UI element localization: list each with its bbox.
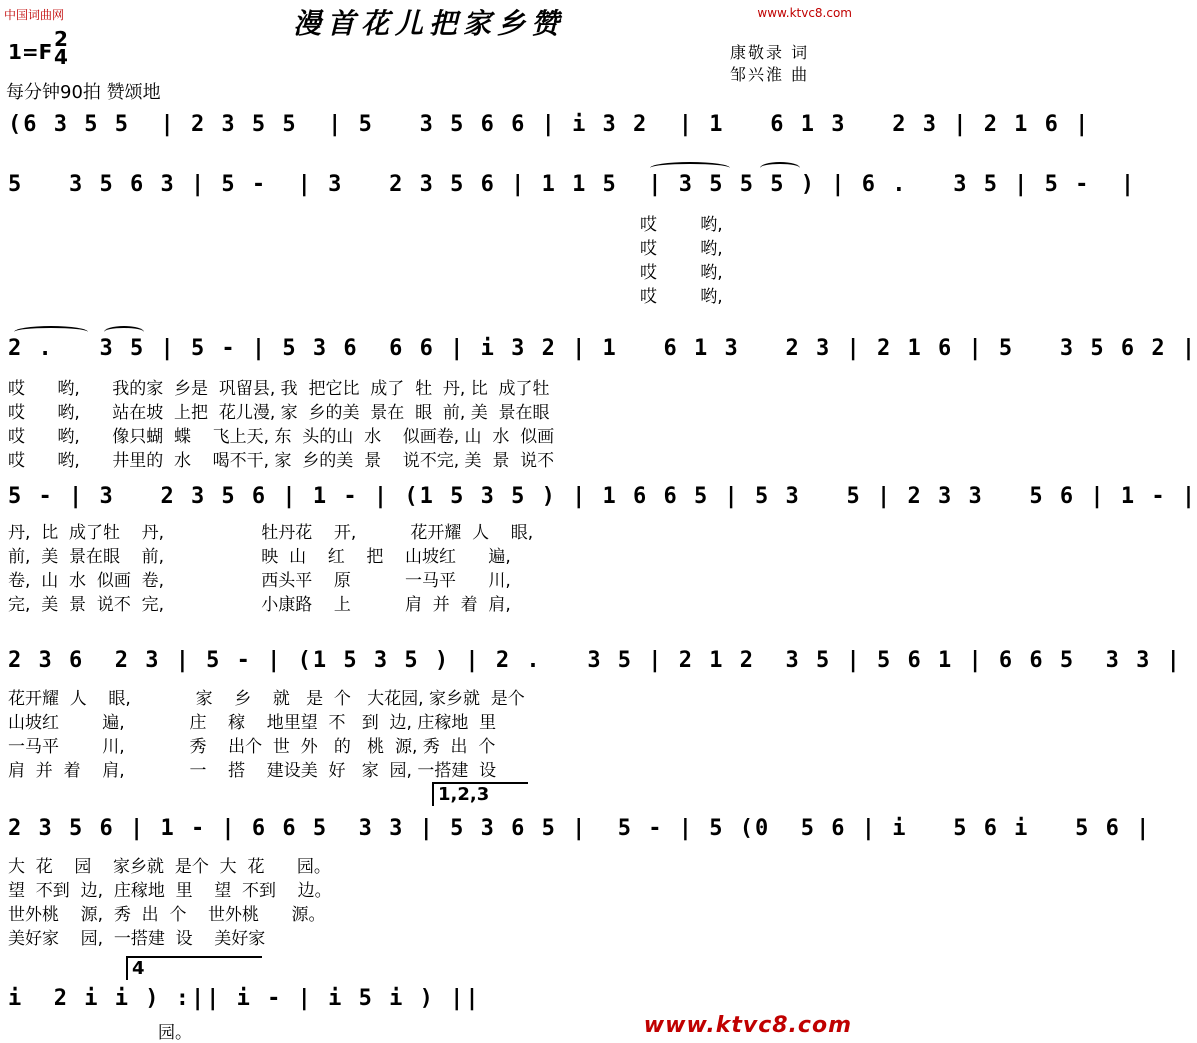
volta-ending-4: 4 [126, 956, 262, 980]
lyric-section5-verse-1: 花开耀 人 眼, 家 乡 就 是 个 大花园, 家乡就 是个 [8, 689, 525, 709]
lyric-intro-verse-4: 哎 哟, [640, 287, 723, 307]
slur [14, 326, 88, 338]
score-line-7: i 2 i i ) :|| i - | i 5 i ) || [8, 986, 481, 1011]
volta-ending-1-2-3: 1,2,3 [432, 782, 528, 806]
lyric-section5-verse-2: 山坡红 遍, 庄 稼 地里望 不 到 边, 庄稼地 里 [8, 713, 497, 733]
lyric-section3-verse-4: 哎 哟, 井里的 水 喝不干, 家 乡的美 景 说不完, 美 景 说不 [8, 451, 555, 471]
meter-top: 2 [54, 27, 68, 51]
time-signature [54, 27, 68, 69]
lyricist-credit: 康敬录 词 [730, 43, 810, 62]
lyric-section3-verse-3: 哎 哟, 像只蝴 蝶 飞上天, 东 头的山 水 似画卷, 山 水 似画 [8, 427, 555, 447]
key-signature: 1=F [8, 40, 53, 64]
lyric-section6-verse-4: 美好家 园, 一搭建 设 美好家 [8, 929, 266, 949]
lyric-section4-verse-4: 完, 美 景 说不 完, 小康路 上 肩 并 着 肩, [8, 595, 511, 615]
song-title: 漫首花儿把家乡赞 [292, 7, 565, 40]
score-line-3: 2 . 3 5 | 5 - | 5 3 6 6 6 | i 3 2 | 1 6 1 3 2 3 | 2 1 6 | 5 3 5 6 2 | [8, 336, 1197, 361]
slur [104, 326, 144, 338]
score-line-5: 2 3 6 2 3 | 5 - | (1 5 3 5 ) | 2 . 3 5 | 2 1 2 3 5 | 5 6 1 | 6 6 5 3 3 | [8, 648, 1182, 673]
site-url-top-right[interactable]: www.ktvc8.com [757, 6, 852, 20]
lyric-section3-verse-2: 哎 哟, 站在坡 上把 花儿漫, 家 乡的美 景在 眼 前, 美 景在眼 [8, 403, 550, 423]
lyric-intro-verse-2: 哎 哟, [640, 239, 723, 259]
slur [760, 162, 800, 174]
lyric-section3-verse-1: 哎 哟, 我的家 乡是 巩留县, 我 把它比 成了 牡 丹, 比 成了牡 [8, 379, 550, 399]
lyric-section4-verse-1: 丹, 比 成了牡 丹, 牡丹花 开, 花开耀 人 眼, [8, 523, 534, 543]
lyric-section5-verse-3: 一马平 川, 秀 出个 世 外 的 桃 源, 秀 出 个 [8, 737, 496, 757]
score-line-1: (6 3 5 5 | 2 3 5 5 | 5 3 5 6 6 | i 3 2 | 1 6 1 3 2 3 | 2 1 6 | [8, 112, 1091, 137]
lyric-intro-verse-3: 哎 哟, [640, 263, 723, 283]
site-watermark-bottom[interactable]: www.ktvc8.com [643, 1013, 852, 1038]
lyric-section6-verse-1: 大 花 园 家乡就 是个 大 花 园。 [8, 857, 331, 877]
lyric-section7-verse-1: 园。 [158, 1023, 192, 1043]
lyric-section4-verse-2: 前, 美 景在眼 前, 映 山 红 把 山坡红 遍, [8, 547, 511, 567]
lyric-intro-verse-1: 哎 哟, [640, 215, 723, 235]
score-line-6: 2 3 5 6 | 1 - | 6 6 5 3 3 | 5 3 6 5 | 5 - | 5 (0 5 6 | i 5 6 i 5 6 | [8, 816, 1152, 841]
lyric-section4-verse-3: 卷, 山 水 似画 卷, 西头平 原 一马平 川, [8, 571, 511, 591]
lyric-section5-verse-4: 肩 并 着 肩, 一 搭 建设美 好 家 园, 一搭建 设 [8, 761, 497, 781]
meter-bottom: 4 [54, 45, 68, 69]
score-line-2: 5 3 5 6 3 | 5 - | 3 2 3 5 6 | 1 1 5 | 3 5 5 5 ) | 6 . 3 5 | 5 - | [8, 172, 1137, 197]
lyric-section6-verse-2: 望 不到 边, 庄稼地 里 望 不到 边。 [8, 881, 332, 901]
composer-credit: 邹兴淮 曲 [730, 65, 810, 84]
slur [650, 162, 730, 174]
score-line-4: 5 - | 3 2 3 5 6 | 1 - | (1 5 3 5 ) | 1 6 6 5 | 5 3 5 | 2 3 3 5 6 | 1 - | [8, 484, 1197, 509]
tempo-marking: 每分钟90拍 赞颂地 [6, 82, 161, 103]
lyric-section6-verse-3: 世外桃 源, 秀 出 个 世外桃 源。 [8, 905, 326, 925]
site-logo-left[interactable]: 中国词曲网 [4, 8, 65, 22]
